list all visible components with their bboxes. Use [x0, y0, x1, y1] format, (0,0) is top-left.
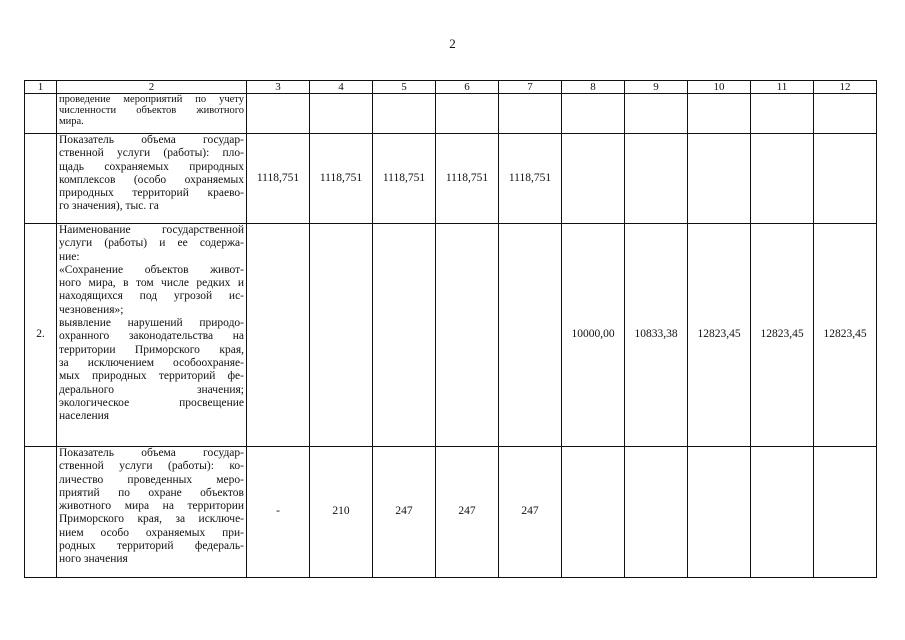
value-cell: [436, 94, 499, 134]
value-cell: -: [247, 447, 310, 578]
description-line: дерального значения;: [59, 383, 244, 396]
row-index: [25, 447, 57, 578]
description-line: ного значения: [59, 553, 128, 566]
value-cell: [751, 94, 814, 134]
description-line: услуги (работы) и ее содержа-: [59, 237, 244, 250]
description-line: Наименование государственной: [59, 224, 244, 236]
description-line: мира.: [59, 116, 84, 127]
value-cell: 1118,751: [373, 134, 436, 224]
description-line: экологическое просвещение: [59, 396, 244, 409]
value-cell: [499, 94, 562, 134]
value-cell: [310, 94, 373, 134]
description-line: ние:: [59, 250, 80, 263]
value-cell: 247: [499, 447, 562, 578]
description-line: приятий по охране объектов: [59, 486, 244, 499]
column-header: 11: [751, 81, 814, 94]
description-line: личество проведенных меро-: [59, 473, 244, 486]
value-cell: [247, 94, 310, 134]
value-cell: [751, 447, 814, 578]
column-header: 10: [688, 81, 751, 94]
value-cell: [625, 134, 688, 224]
column-header: 5: [373, 81, 436, 94]
value-cell: [247, 224, 310, 447]
description-line: ственной услуги (работы): ко-: [59, 460, 244, 473]
value-cell: [436, 224, 499, 447]
value-cell: [373, 224, 436, 447]
column-header: 8: [562, 81, 625, 94]
row-index: [25, 134, 57, 224]
description-line: «Сохранение объектов живот-: [59, 263, 244, 276]
value-cell: [688, 94, 751, 134]
description-line: ственной услуги (работы): пло-: [59, 147, 244, 160]
value-cell: [625, 94, 688, 134]
description-line: природных территорий краево-: [59, 187, 244, 200]
description-line: выявление нарушений природо-: [59, 317, 244, 330]
value-cell: [814, 134, 877, 224]
row-index: [25, 94, 57, 134]
row-description: [57, 134, 247, 224]
description-line: находящихся под угрозой ис-: [59, 290, 244, 303]
column-header: 6: [436, 81, 499, 94]
row-index: 2.: [25, 224, 57, 447]
value-cell: 12823,45: [814, 224, 877, 447]
data-table: [24, 80, 877, 578]
description-line: комплексов (особо охраняемых: [59, 173, 244, 186]
header-row: [25, 81, 877, 94]
description-line: Показатель объема государ-: [59, 134, 244, 146]
page-number: 2: [449, 36, 456, 51]
description-line: за исключением особоохраняе-: [59, 356, 244, 369]
value-cell: 1118,751: [247, 134, 310, 224]
table-row: [25, 94, 877, 134]
value-cell: [688, 447, 751, 578]
value-cell: [814, 94, 877, 134]
description-line: охранного законодательства на: [59, 330, 244, 343]
value-cell: [625, 447, 688, 578]
column-header: 9: [625, 81, 688, 94]
column-header: 2: [57, 81, 247, 94]
column-header: 12: [814, 81, 877, 94]
value-cell: 10000,00: [562, 224, 625, 447]
description-line: территории Приморского края,: [59, 343, 244, 356]
column-header: 1: [25, 81, 57, 94]
value-cell: 12823,45: [751, 224, 814, 447]
description-line: мых природных территорий фе-: [59, 370, 244, 383]
description-line: численности объектов животного: [59, 105, 244, 116]
column-header: 4: [310, 81, 373, 94]
value-cell: [751, 134, 814, 224]
value-cell: [814, 447, 877, 578]
description-line: ного мира, в том числе редких и: [59, 277, 244, 290]
value-cell: 247: [373, 447, 436, 578]
value-cell: 1118,751: [436, 134, 499, 224]
value-cell: 10833,38: [625, 224, 688, 447]
description-line: го значения), тыс. га: [59, 200, 159, 213]
table-row: [25, 224, 877, 447]
description-line: Показатель объема государ-: [59, 447, 244, 459]
column-header: 3: [247, 81, 310, 94]
description-line: проведение мероприятий по учету: [59, 94, 244, 105]
value-cell: [688, 134, 751, 224]
value-cell: [373, 94, 436, 134]
description-line: животного мира на территории: [59, 500, 244, 513]
value-cell: [562, 94, 625, 134]
value-cell: [562, 134, 625, 224]
description-line: Приморского края, за исключе-: [59, 513, 244, 526]
value-cell: 1118,751: [310, 134, 373, 224]
description-line: нием особо охраняемых при-: [59, 526, 244, 539]
value-cell: [499, 224, 562, 447]
row-description: [57, 224, 247, 447]
description-line: населения: [59, 410, 110, 423]
description-line: родных территорий федераль-: [59, 540, 244, 553]
table-row: [25, 134, 877, 224]
value-cell: 210: [310, 447, 373, 578]
value-cell: [310, 224, 373, 447]
row-description: [57, 94, 247, 134]
description-line: щадь сохраняемых природных: [59, 160, 244, 173]
value-cell: 247: [436, 447, 499, 578]
value-cell: 1118,751: [499, 134, 562, 224]
row-description: [57, 447, 247, 578]
table-row: [25, 447, 877, 578]
column-header: 7: [499, 81, 562, 94]
value-cell: [562, 447, 625, 578]
value-cell: 12823,45: [688, 224, 751, 447]
description-line: чезновения»;: [59, 303, 124, 316]
